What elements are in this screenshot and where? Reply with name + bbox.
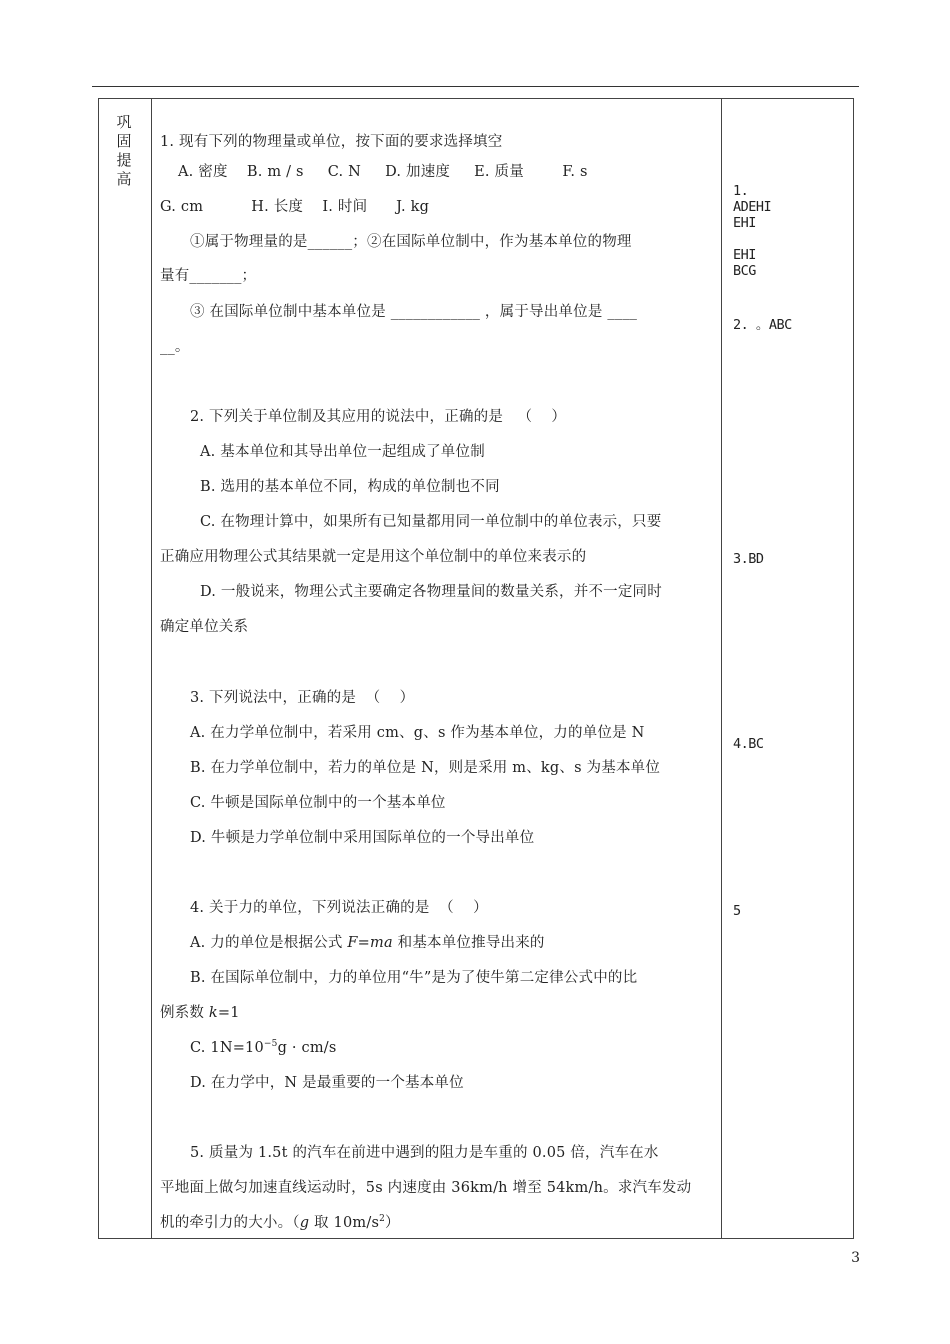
q3-stem: 3. 下列说法中，正确的是 （ ）: [190, 690, 415, 706]
section-label: 巩 固 提 高: [116, 113, 132, 188]
q4-option-d: D. 在力学中，N 是最重要的一个基本单位: [190, 1075, 464, 1091]
q4-option-c: C. $1N=10^{-5}g \cdot cm/s$: [190, 1039, 337, 1056]
q3-option-d: D. 牛顿是力学单位制中采用国际单位的一个导出单位: [190, 830, 535, 846]
q5-line2: 平地面上做匀加速直线运动时，5s 内速度由 36km/h 增至 54km/h。求汽车发动: [160, 1180, 692, 1196]
q1-options-row1: A. 密度 B. m / s C. N D. 加速度 E. 质量 F. s: [178, 164, 588, 180]
q1-stem: 1. 现有下列的物理量或单位，按下面的要求选择填空: [160, 134, 503, 150]
q1-fill-line1: ①属于物理量的是______；②在国际单位制中，作为基本单位的物理: [190, 234, 632, 250]
answer-2: 2. 。ABC: [733, 317, 792, 333]
exercise-table: [98, 98, 854, 1239]
q2-option-a: A. 基本单位和其导出单位一起组成了单位制: [200, 444, 485, 460]
page-number: 3: [851, 1250, 860, 1266]
q4-stem: 4. 关于力的单位，下列说法正确的是 （ ）: [190, 900, 488, 916]
q1-fill-line2: 量有_______；: [160, 268, 257, 284]
q2-option-c-line2: 正确应用物理公式其结果就一定是用这个单位制中的单位来表示的: [160, 549, 587, 565]
q3-option-c: C. 牛顿是国际单位制中的一个基本单位: [190, 795, 446, 811]
q1-options-row2: G. cm H. 长度 I. 时间 J. kg: [160, 199, 430, 215]
q3-option-a: A. 在力学单位制中，若采用 cm、g、s 作为基本单位，力的单位是 N: [190, 725, 645, 741]
q2-option-b: B. 选用的基本单位不同，构成的单位制也不同: [200, 479, 500, 495]
answer-1: 1. ADEHI EHI EHI BCG: [733, 183, 772, 279]
q1-fill-line4: __。: [160, 339, 190, 355]
q2-option-d-line2: 确定单位关系: [160, 619, 249, 635]
column-divider: [721, 99, 722, 1238]
q5-line3: 机的牵引力的大小。（g 取 $10m/s^2$）: [160, 1214, 400, 1231]
column-divider: [151, 99, 152, 1238]
q4-option-b-line1: B. 在国际单位制中，力的单位用“牛”是为了使牛第二定律公式中的比: [190, 970, 638, 986]
header-rule: [92, 86, 859, 87]
q4-option-b-line2: 例系数 k=1: [160, 1005, 240, 1021]
q5-line1: 5. 质量为 1.5t 的汽车在前进中遇到的阻力是车重的 0.05 倍，汽车在水: [190, 1145, 659, 1161]
answer-3: 3.BD: [733, 551, 764, 567]
q4-option-a: A. 力的单位是根据公式 F=ma 和基本单位推导出来的: [190, 935, 545, 951]
answer-4: 4.BC: [733, 736, 764, 752]
q2-option-c-line1: C. 在物理计算中，如果所有已知量都用同一单位制中的单位表示，只要: [200, 514, 662, 530]
q3-option-b: B. 在力学单位制中，若力的单位是 N，则是采用 m、kg、s 为基本单位: [190, 760, 661, 776]
answer-5: 5: [733, 903, 741, 919]
q2-stem: 2. 下列关于单位制及其应用的说法中，正确的是 （ ）: [190, 409, 567, 425]
q1-fill-line3: ③ 在国际单位制中基本单位是 ____________ ，属于导出单位是 ____: [190, 304, 638, 320]
q2-option-d-line1: D. 一般说来，物理公式主要确定各物理量间的数量关系，并不一定同时: [200, 584, 662, 600]
